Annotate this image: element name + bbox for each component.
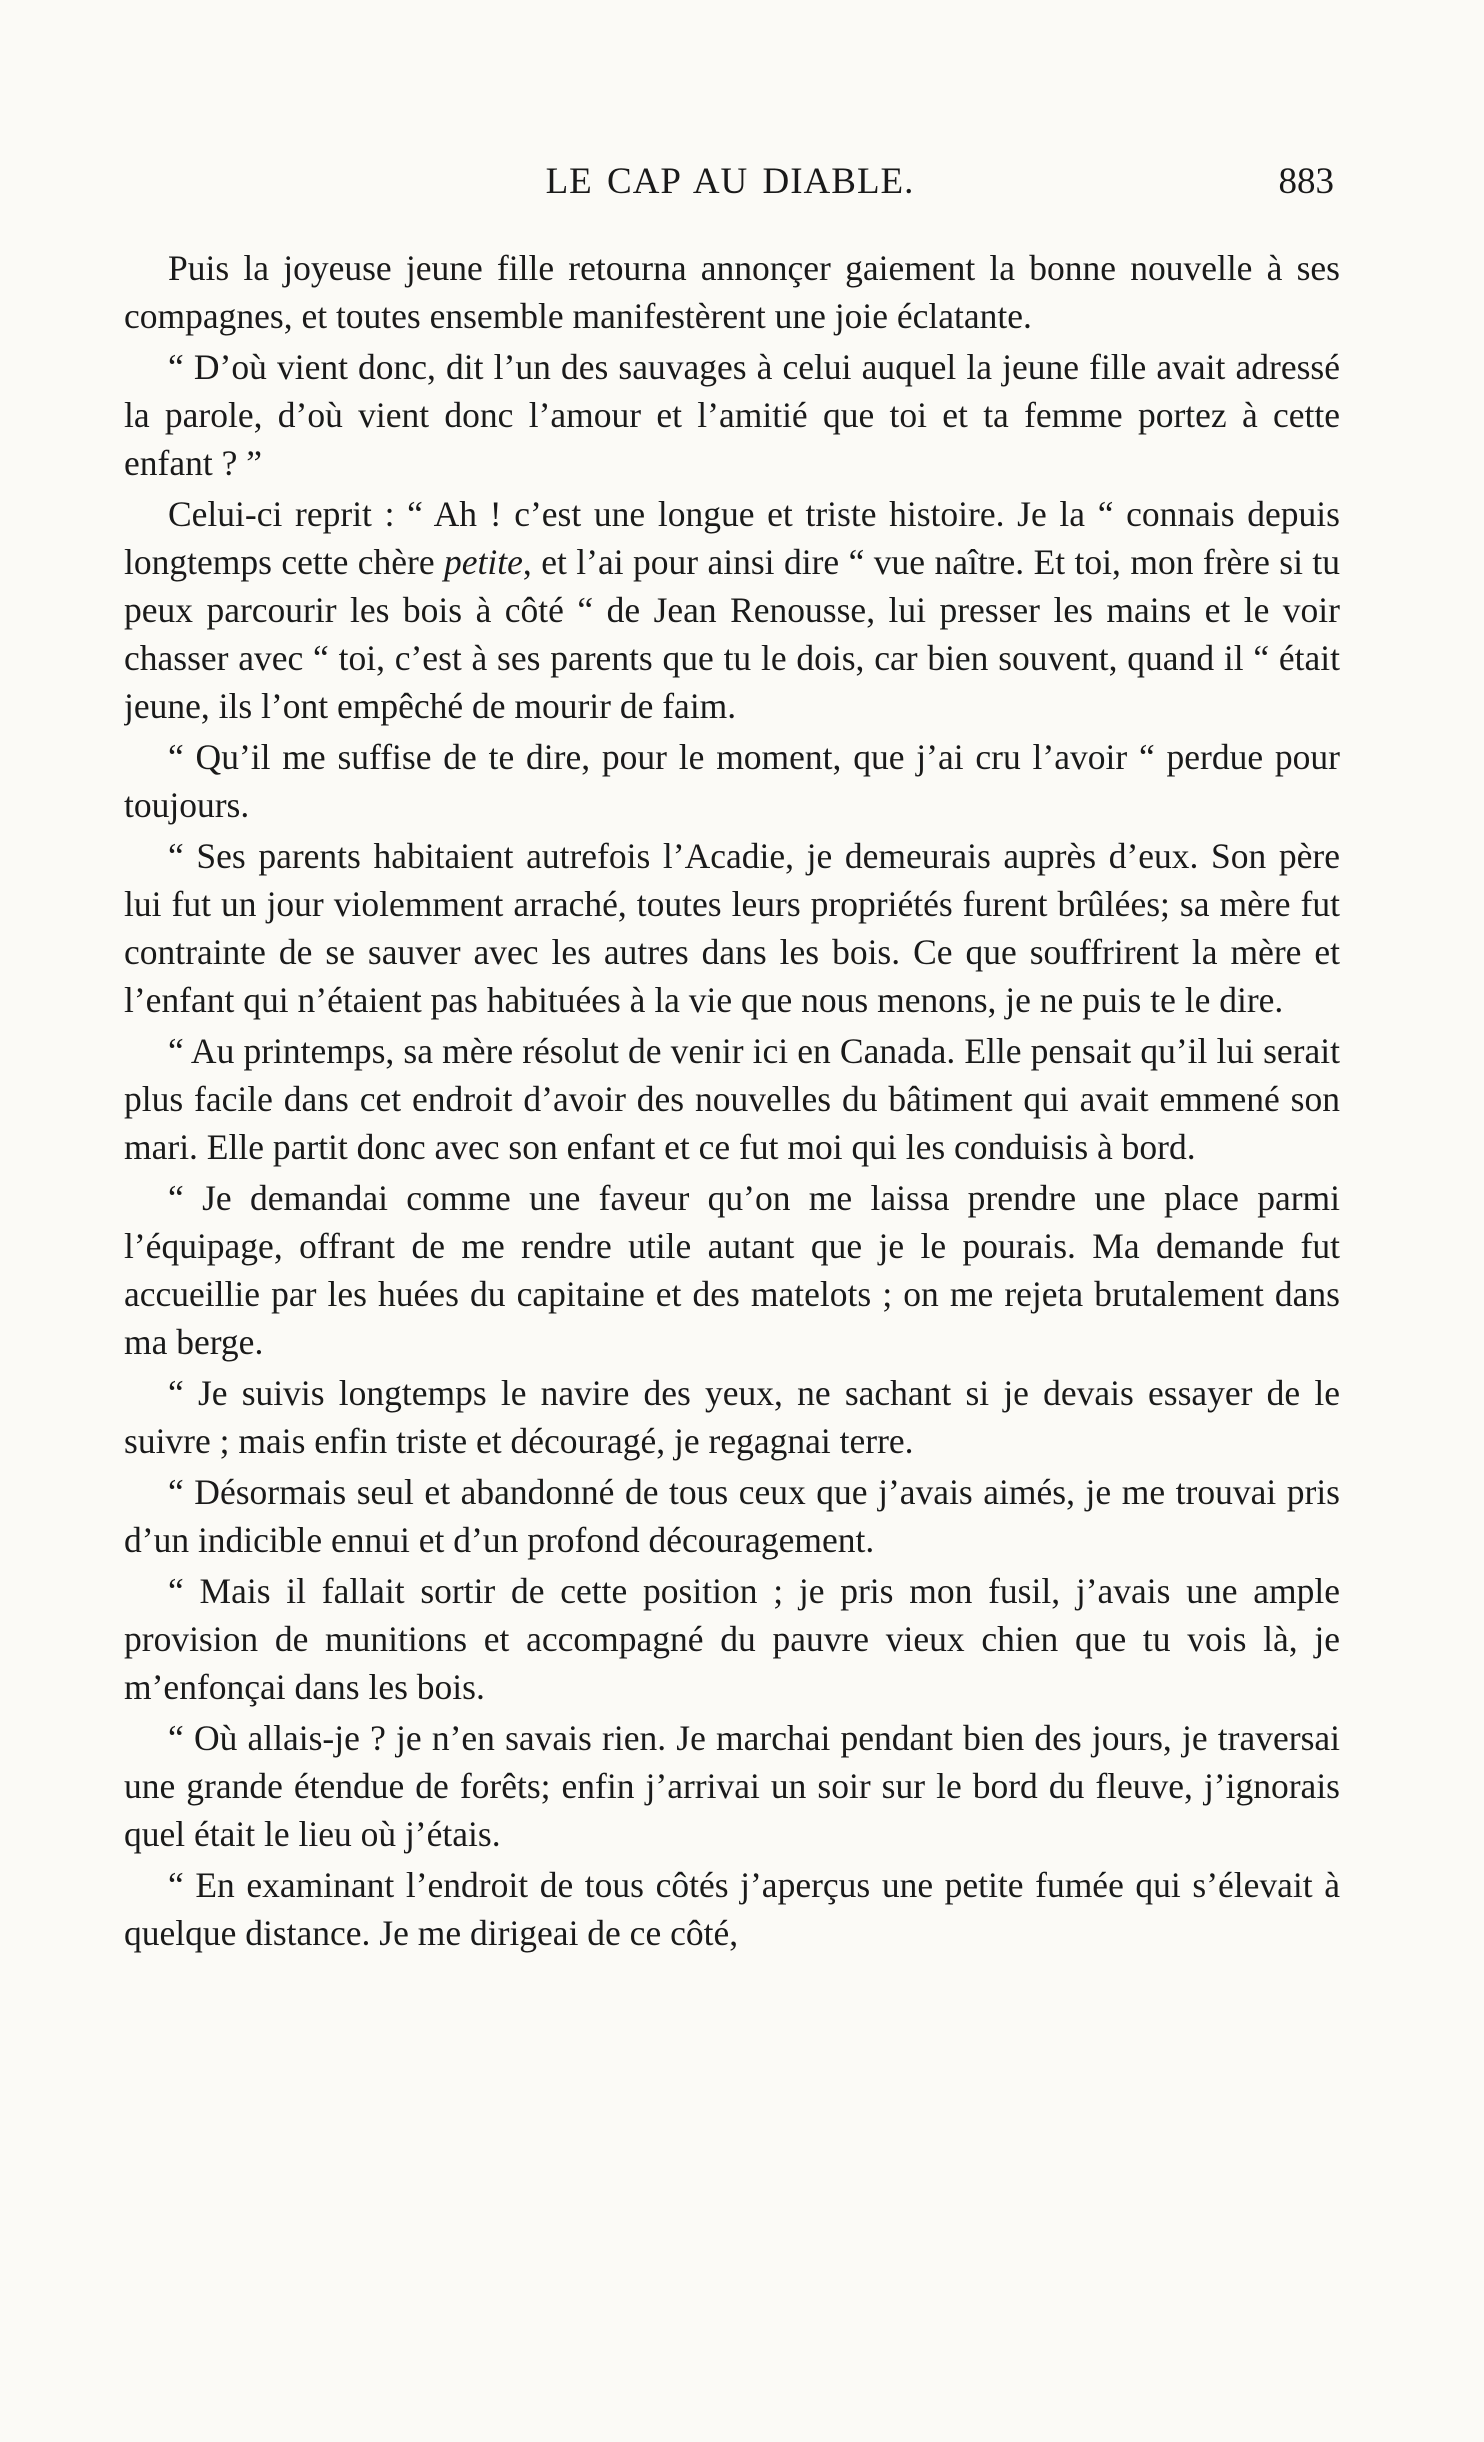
paragraph: “ Je demandai comme une faveur qu’on me laissa prendre une place parmi l’équipage, offrant de me rendre utile autant que je le pourais. Ma demande fut accueillie par les huées du capitaine et des matelots ; on me rejeta brutalement dans ma berge. (124, 1178, 1340, 1362)
page-number: 883 (1278, 161, 1334, 202)
paragraph-text: Celui-ci reprit : “ Ah ! c’est une longue et triste histoire. Je la “ connais depuis longtemps cette chère (124, 494, 1340, 582)
paragraph: “ Je suivis longtemps le navire des yeux, ne sachant si je devais essayer de le suivre ; mais enfin triste et découragé, je regagnai terre. (124, 1373, 1340, 1461)
paragraph: “ Au printemps, sa mère résolut de venir ici en Canada. Elle pensait qu’il lui serait plus facile dans cet endroit d’avoir des nouvelles du bâtiment qui avait emmené son mari. Elle partit donc avec son enfant et ce fut moi qui les conduisis à bord. (124, 1031, 1340, 1167)
paragraph: “ Où allais-je ? je n’en savais rien. Je marchai pendant bien des jours, je traversai une grande étendue de forêts; enfin j’arrivai un soir sur le bord du fleuve, j’ignorais quel était le lieu où j’étais. (124, 1718, 1340, 1854)
paragraph: “ Mais il fallait sortir de cette position ; je pris mon fusil, j’avais une ample provision de munitions et accompagné du pauvre vieux chien que tu vois là, je m’enfonçai dans les bois. (124, 1571, 1340, 1707)
page-header (120, 160, 1340, 210)
paragraph: “ Désormais seul et abandonné de tous ceux que j’avais aimés, je me trouvai pris d’un indicible ennui et d’un profond découragement. (124, 1472, 1340, 1560)
body-text (124, 244, 1340, 2404)
running-title: LE CAP AU DIABLE. (545, 161, 915, 202)
paragraph: “ D’où vient donc, dit l’un des sauvages à celui auquel la jeune fille avait adressé la parole, d’où vient donc l’amour et l’amitié que toi et ta femme portez à cette enfant ? ” (124, 347, 1340, 483)
emphasized-word: petite (444, 542, 523, 582)
paragraph: “ Qu’il me suffise de te dire, pour le moment, que j’ai cru l’avoir “ perdue pour toujours. (124, 737, 1340, 825)
paragraph: “ En examinant l’endroit de tous côtés j’aperçus une petite fumée qui s’élevait à quelque distance. Je me dirigeai de ce côté, (124, 1865, 1340, 1953)
paragraph-text: , et l’ai pour ainsi dire “ vue naître. Et toi, mon frère si tu peux parcourir les bois à côté “ de Jean Renousse, lui presser les mains et le voir chasser avec “ toi, c’est à ses parents que tu le dois, car bien souvent, quand il “ était jeune, ils l’ont empêché de mourir de faim. (124, 542, 1340, 726)
paragraph: Puis la joyeuse jeune fille retourna annonçer gaiement la bonne nouvelle à ses compagnes, et toutes ensemble manifestèrent une joie éclatante. (124, 248, 1340, 336)
paragraph (124, 490, 1340, 730)
paragraph: “ Ses parents habitaient autrefois l’Acadie, je demeurais auprès d’eux. Son père lui fut un jour violemment arraché, toutes leurs propriétés furent brûlées; sa mère fut contrainte de se sauver avec les autres dans les bois. Ce que souffrirent la mère et l’enfant qui n’étaient pas habituées à la vie que nous menons, je ne puis te le dire. (124, 836, 1340, 1020)
